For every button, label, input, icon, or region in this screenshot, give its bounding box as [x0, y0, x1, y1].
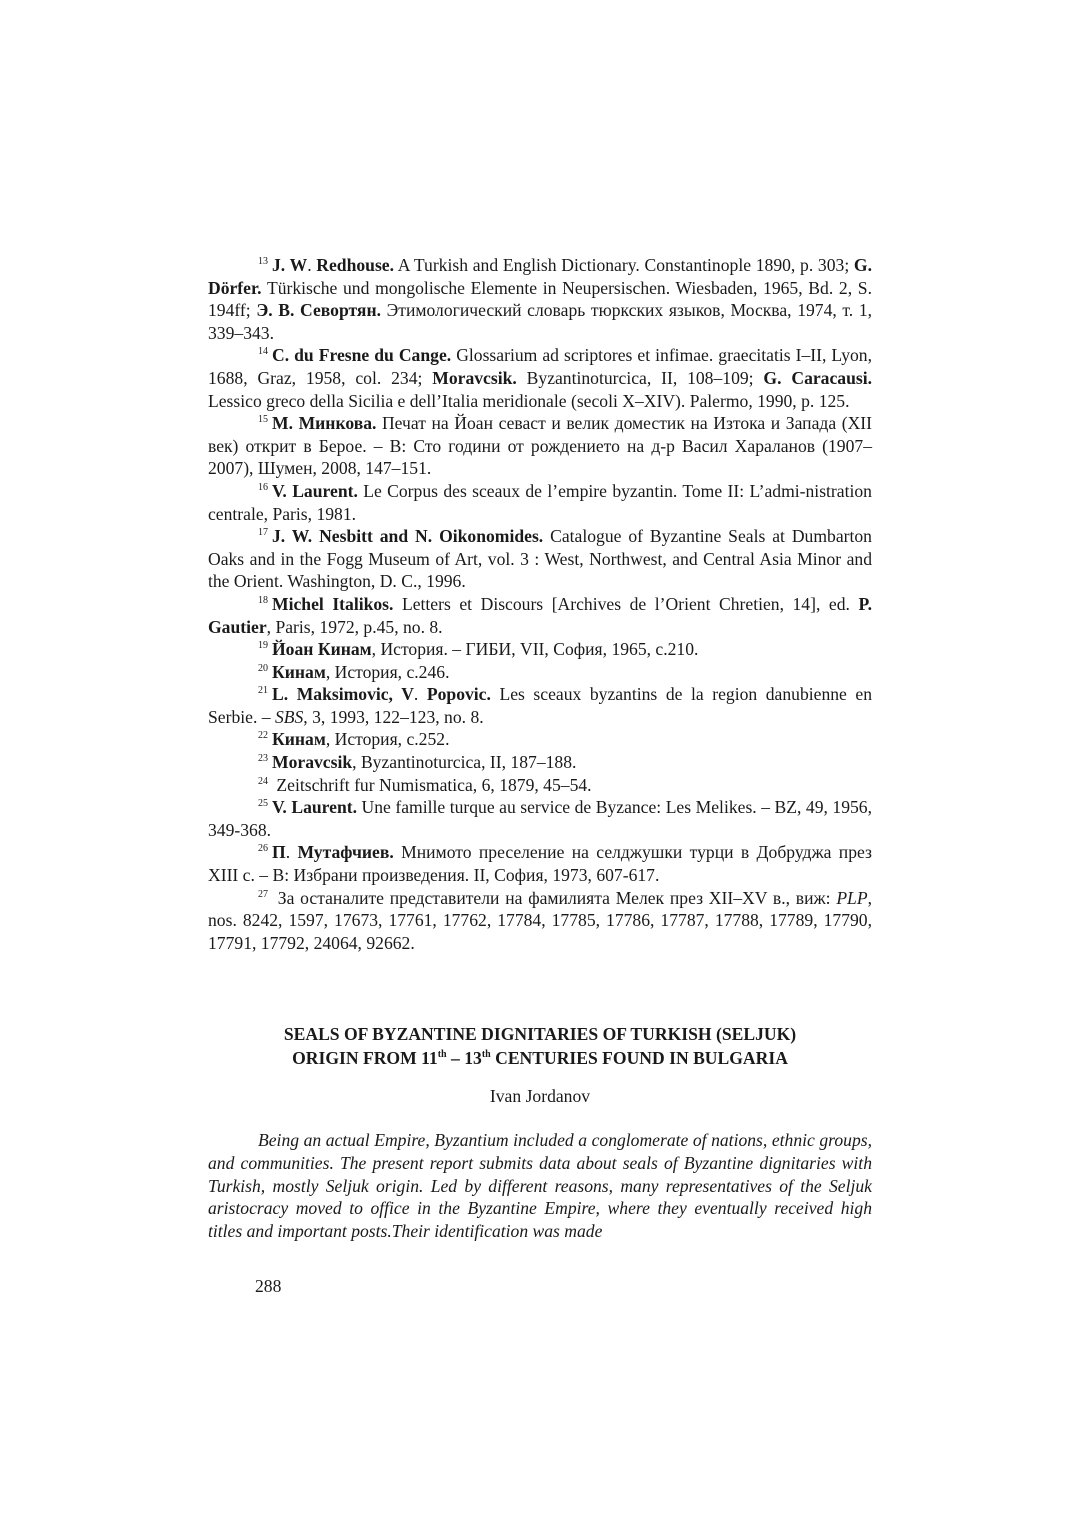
footnote-23: $^{23}$ Moravcsik, Byzantinoturcica, II, 187–188.	[258, 752, 577, 773]
footnote-13: $^{13}$ J. W. Redhouse. A Turkish and English Dictionary. Constantinople 1890, p. 303; G. Dörfer. Türkische und mongolische Elemente in Neupersischen. Wiesbaden, 1965, Bd. 2, S. 194ff; Э. В. Севортян. Этимологический словарь тюркских языков, Москва, 1974, т. 1, 339–343.	[208, 255, 873, 343]
footnote-14: $^{14}$ C. du Fresne du Cange. Glossarium ad scriptores et infimae. graecitatis I–II, Lyon, 1688, Graz, 1958, col. 234; Moravcsik. Byzantinoturcica, II, 108–109; G. Caracausi. Lessico greco della Sicilia e dell’Italia meridionale (secoli X–XIV). Palermo, 1990, p. 125.	[208, 345, 873, 411]
footnote-26: $^{26}$ П. Мутафчиев. Мнимото преселение на селджушки турци в Добруджа през XIII с. – В: Избрани произведения. II, София, 1973, 607-617.	[208, 842, 872, 886]
footnote-17: $^{17}$ J. W. Nesbitt and N. Oikonomides. Catalogue of Byzantine Seals at Dumbarton Oaks and in the Fogg Museum of Art, vol. 3 : West, Northwest, and Central Asia Minor and the Orient. Washington, D. C., 1996.	[208, 526, 872, 592]
footnote-21: $^{21}$ L. Maksimovic, V. Popovic. Les sceaux byzantins de la region danubienne en Serbie. – SBS, 3, 1993, 122–123, no. 8.	[208, 684, 873, 727]
footnote-20: $^{20}$ Кинам, История, с.246.	[258, 661, 450, 682]
page-number: 288	[255, 1276, 282, 1296]
title-line-1: SEALS OF BYZANTINE DIGNITARIES OF TURKISH (SELJUK)	[283, 1024, 797, 1045]
footnote-27: $^{27}$ За останалите представители на фамилията Мелек през XII–XV в., виж: PLP, nos. 8242, 1597, 17673, 17761, 17762, 17784, 17785, 17786, 17787, 17788, 17789, 17790, 17791, 17792, 24064, 92662.	[208, 887, 872, 953]
footnote-24: $^{24}$ Zeitschrift fur Numismatica, 6, 1879, 45–54.	[258, 774, 592, 795]
abstract-paragraph: Being an actual Empire, Byzantium included a conglomerate of nations, ethnic groups, and communities. The present report submits data about seals of Byzantine dignitaries with Turkish, mostly Seljuk origin. Led by different reasons, many representatives of the Seljuk aristocracy moved to office in the Byzantine Empire, where they eventually received high titles and important posts.Their identification was made	[208, 1130, 872, 1241]
footnote-16: $^{16}$ V. Laurent. Le Corpus des sceaux de l’empire byzantin. Tome II: L’admi-nistration centrale, Paris, 1981.	[208, 480, 872, 524]
footnote-25: $^{25}$ V. Laurent. Une famille turque au service de Byzance: Les Melikes. – BZ, 49, 1956, 349-368.	[208, 797, 872, 840]
article-title	[208, 1022, 872, 1070]
title-line-2: ORIGIN FROM 11th – 13th CENTURIES FOUND IN BULGARIA	[292, 1048, 788, 1069]
footnote-18: $^{18}$ Michel Italikos. Letters et Discours [Archives de l’Orient Chretien, 14], ed. P. Gautier, Paris, 1972, p.45, no. 8.	[208, 593, 872, 637]
footnote-22: $^{22}$ Кинам, История, с.252.	[258, 729, 450, 750]
page-content	[208, 254, 872, 1260]
footnote-15: $^{15}$ М. Минкова. Печат на Йоан севаст и велик доместик на Изтока и Запада (XII век) открит в Берое. – В: Сто години от рождението на д-р Васил Хараланов (1907–2007), Шумен, 2008, 147–151.	[208, 413, 872, 479]
footnote-19: $^{19}$ Йоан Кинам, История. – ГИБИ, VII, София, 1965, с.210.	[258, 639, 699, 660]
author-name: Ivan Jordanov	[489, 1086, 591, 1107]
